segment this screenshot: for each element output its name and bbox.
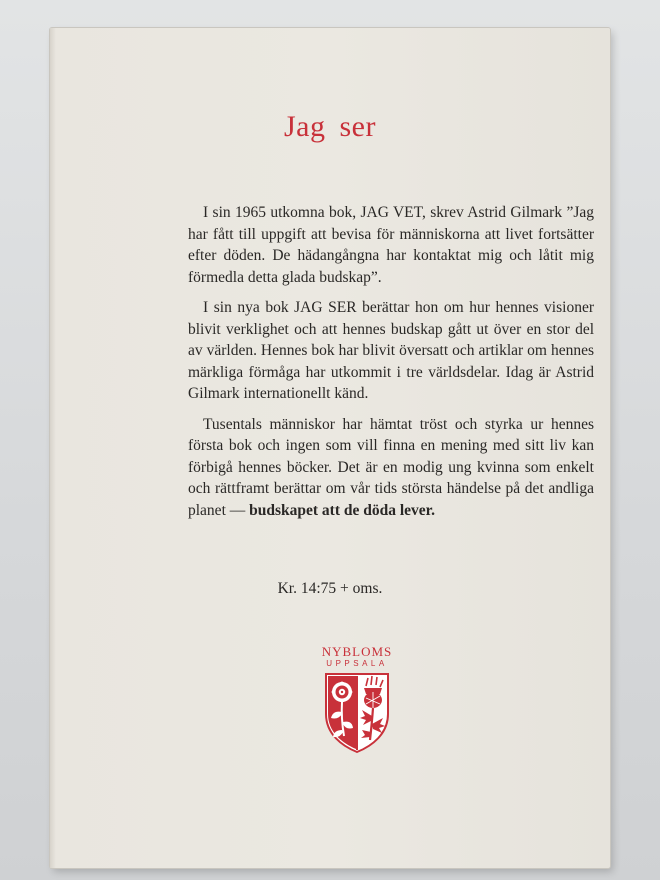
blurb-paragraph-2: I sin nya bok JAG SER berättar hon om hur hennes visioner blivit verklighet och att hennes budskap gått ut över en stor del av världen. Hennes bok har blivit översatt och artiklar om hennes märkliga förmåga har utkommit i tre världsdelar. Idag är Astrid Gilmark internationellt känd. <box>188 299 594 402</box>
publisher-name: NYBLOMS <box>321 644 393 659</box>
blurb-paragraph-1: I sin 1965 utkomna bok, JAG VET, skrev Astrid Gilmark ”Jag har fått till uppgift att bevisa för människorna att livet fortsätter efter döden. De hädangångna har kontaktat mig och låtit mig förmedla detta glada budskap”. <box>188 204 594 286</box>
blurb-emphasis: budskapet att de döda lever. <box>249 501 436 519</box>
book-title: Jag ser <box>284 110 376 143</box>
blurb-text <box>188 202 594 530</box>
book-back-cover <box>50 28 610 868</box>
rose-and-thistle-shield-icon <box>322 670 392 754</box>
publisher-logo <box>317 645 397 754</box>
cover-edge-shadow <box>50 28 56 868</box>
publisher-city: UPPSALA <box>326 659 388 668</box>
blurb-paragraph-3 <box>188 414 594 522</box>
price-label: Kr. 14:75 + oms. <box>277 580 383 597</box>
blurb-paragraph-3-text: Tusentals människor har hämtat tröst och styrka ur hennes första bok och ingen som vill finna en mening med sitt liv kan förbigå hennes böcker. Det är en modig ung kvinna som enkelt och rättframt berättar om vår tids största händelse på det andliga planet — <box>188 415 594 519</box>
